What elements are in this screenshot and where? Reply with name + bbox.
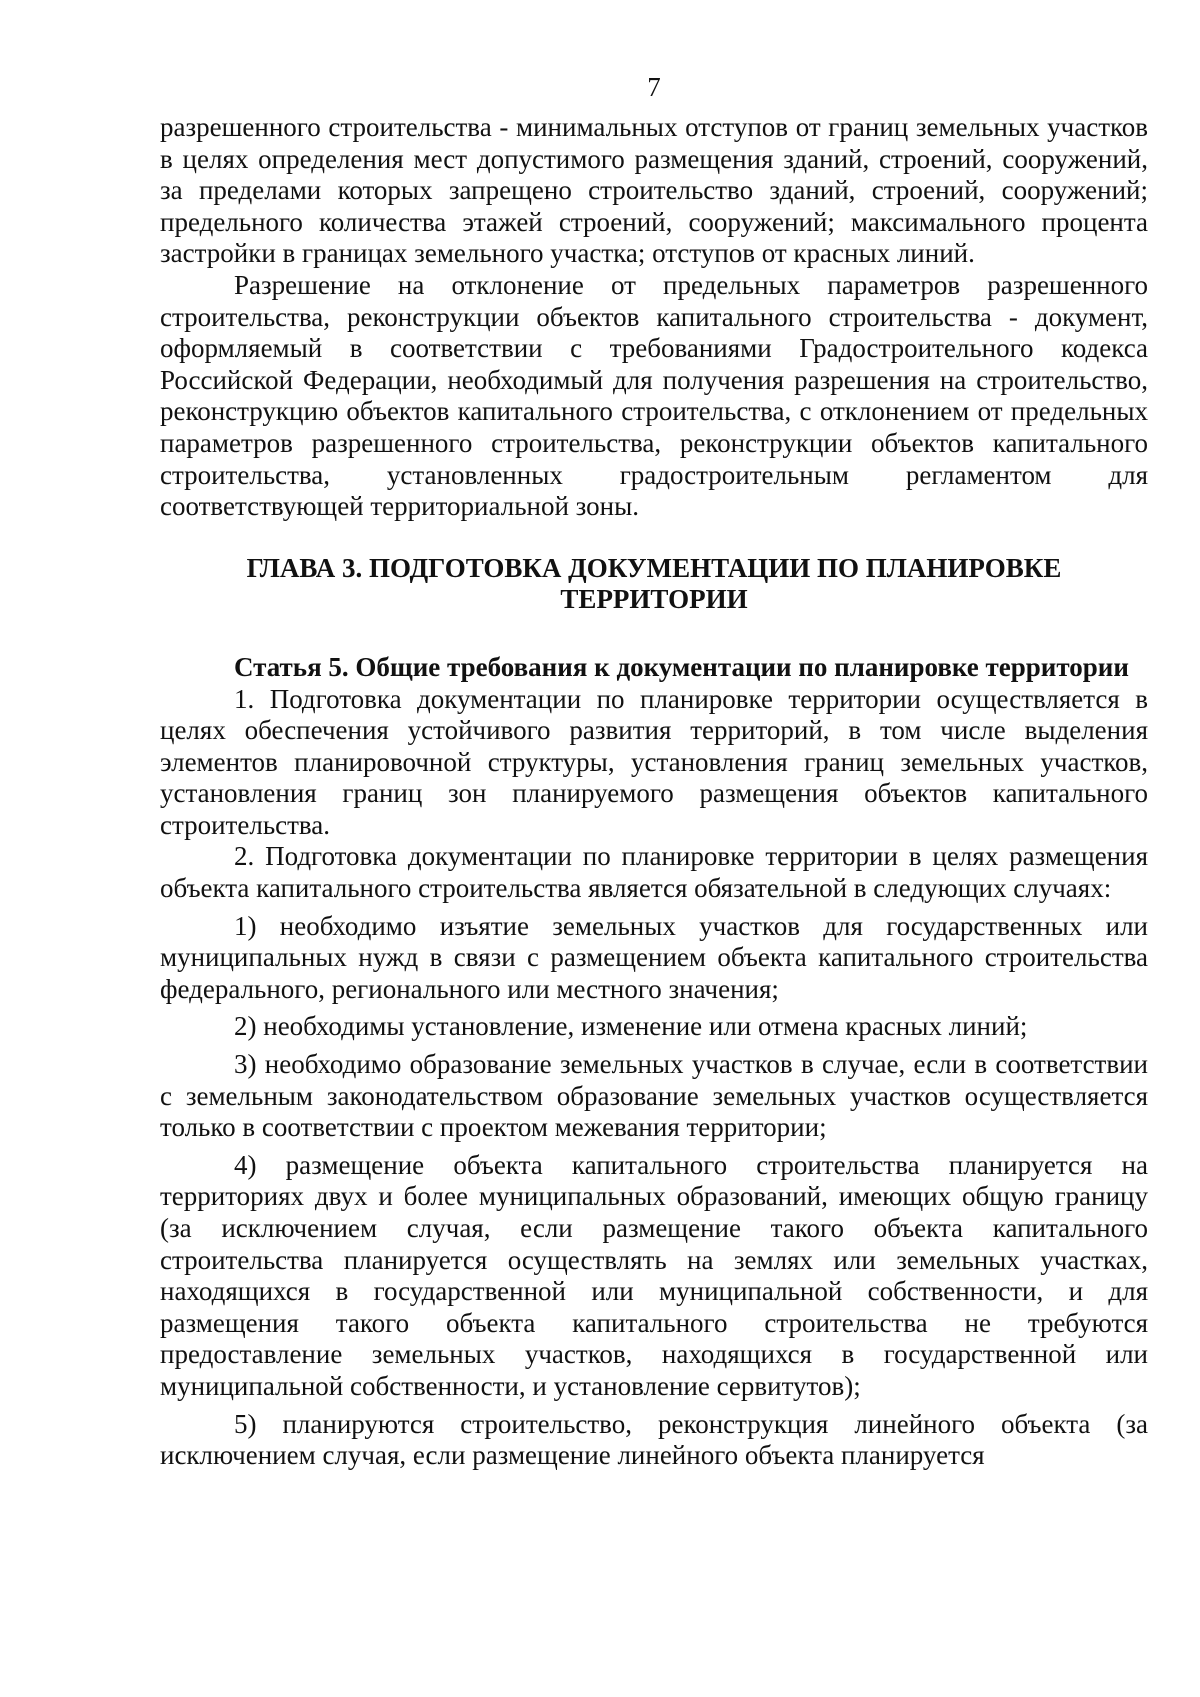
document-page bbox=[160, 70, 1148, 1472]
article-paragraph-2: 2. Подготовка документации по планировке территории в целях размещения объекта капитального строительства является обязательной в следующих случаях: bbox=[160, 841, 1148, 904]
chapter-heading-line1: ГЛАВА 3. ПОДГОТОВКА ДОКУМЕНТАЦИИ ПО ПЛАНИРОВКЕ bbox=[246, 552, 1062, 583]
paragraph-deviation-permit: Разрешение на отклонение от предельных параметров разрешенного строительства, реконструкции объектов капитального строительства - документ, оформляемый в соответствии с требованиями Градостроительного кодекса Российской Федерации, необходимый для получения разрешения на строительство, реконструкцию объектов капитального строительства, с отклонением от предельных параметров разрешенного строительства, реконструкции объектов капитального строительства, установленных градостроительным регламентом для соответствующей территориальной зоны. bbox=[160, 269, 1148, 522]
list-item-4: 4) размещение объекта капитального строительства планируется на территориях двух и более муниципальных образований, имеющих общую границу (за исключением случая, если размещение такого объекта капитального строительства планируется осуществлять на землях или земельных участках, находящихся в государственной или муниципальной собственности, и для размещения такого объекта капитального строительства не требуются предоставление земельных участков, находящихся в государственной или муниципальной собственности, и установление сервитутов); bbox=[160, 1149, 1148, 1401]
article-heading: Статья 5. Общие требования к документации по планировке территории bbox=[234, 651, 1129, 682]
list-item-2: 2) необходимы установление, изменение или отмена красных линий; bbox=[234, 1011, 1028, 1042]
list-item-3: 3) необходимо образование земельных участков в случае, если в соответствии с земельным законодательством образование земельных участков осуществляется только в соответствии с проектом межевания территории; bbox=[160, 1049, 1148, 1143]
list-item-5: 5) планируются строительство, реконструкция линейного объекта (за исключением случая, если размещение линейного объекта планируется bbox=[160, 1408, 1148, 1471]
chapter-heading-line2: ТЕРРИТОРИИ bbox=[560, 584, 748, 615]
page-number: 7 bbox=[647, 72, 661, 102]
paragraph-continued: разрешенного строительства - минимальных отступов от границ земельных участков в целях определения мест допустимого размещения зданий, строений, сооружений, за пределами которых запрещено строительство зданий, строений, сооружений; предельного количества этажей строений, сооружений; максимального процента застройки в границах земельного участка; отступов от красных линий. bbox=[160, 112, 1148, 269]
list-item-1: 1) необходимо изъятие земельных участков для государственных или муниципальных нужд в связи с размещением объекта капитального строительства федерального, регионального или местного значения; bbox=[160, 910, 1148, 1004]
article-paragraph-1: 1. Подготовка документации по планировке территории осуществляется в целях обеспечения устойчивого развития территорий, в том числе выделения элементов планировочной структуры, установления границ земельных участков, установления границ зон планируемого размещения объектов капитального строительства. bbox=[160, 683, 1148, 840]
chapter-heading bbox=[160, 553, 1148, 616]
